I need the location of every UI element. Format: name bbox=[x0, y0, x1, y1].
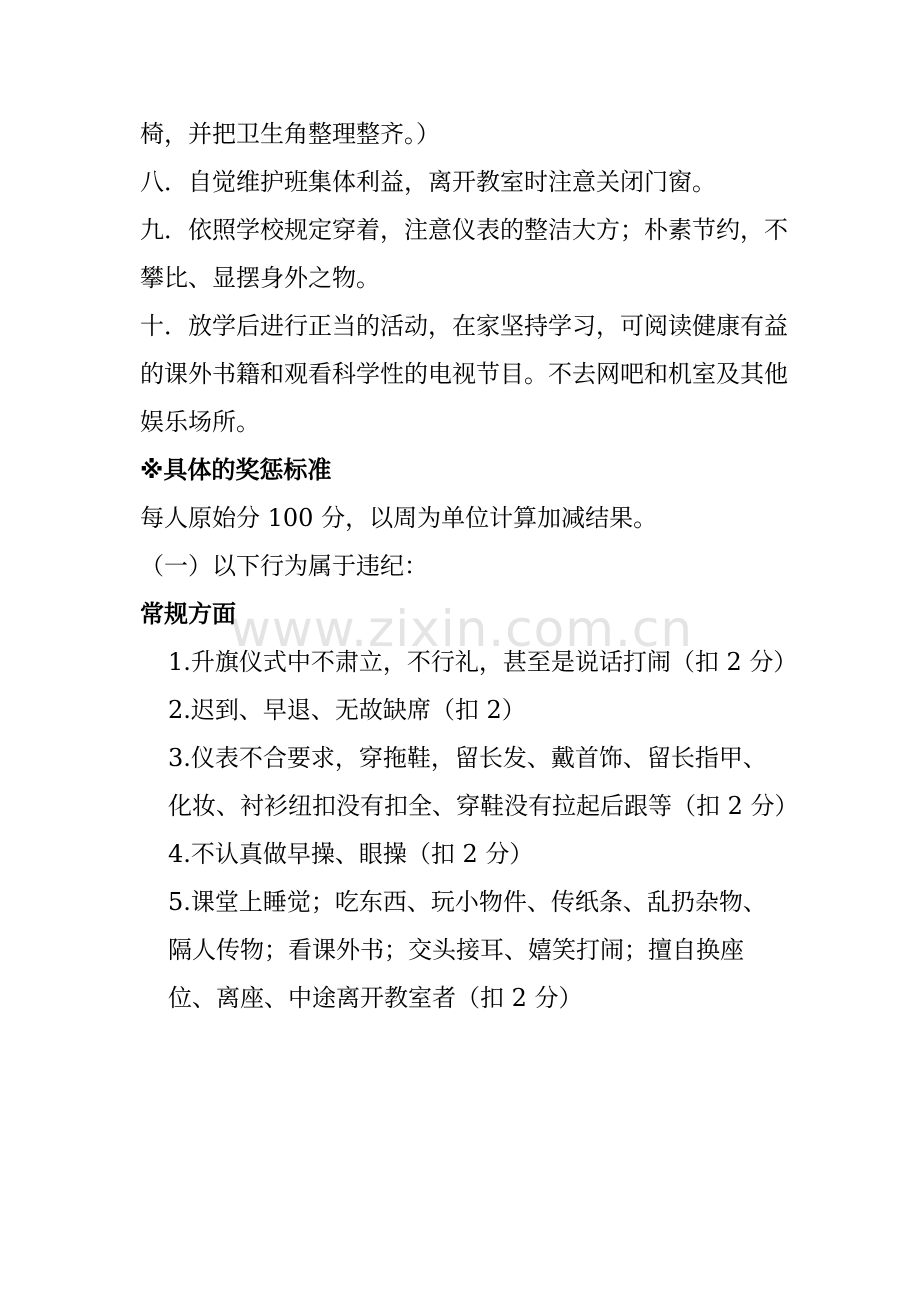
watermark: www.zixin.com.cn bbox=[230, 600, 694, 658]
violation-item-1: 1.升旗仪式中不肃立，不行礼，甚至是说话打闹（扣 2 分） bbox=[168, 648, 798, 676]
paragraph-continuation: 椅，并把卫生角整理整齐。） bbox=[140, 120, 440, 148]
violations-intro: （一）以下行为属于违纪： bbox=[140, 552, 428, 580]
rule-nine: 九．依照学校规定穿着，注意仪表的整洁大方；朴素节约，不攀比、显摆身外之物。 bbox=[140, 216, 788, 292]
violation-item-5: 5.课堂上睡觉；吃东西、玩小物件、传纸条、乱扔杂物、隔人传物；看课外书；交头接耳、嬉笑打闹；擅自换座位、离座、中途离开教室者（扣 2 分） bbox=[168, 888, 767, 1012]
scoring-intro: 每人原始分 100 分，以周为单位计算加减结果。 bbox=[140, 504, 658, 532]
section-heading-rewards-penalties: ※具体的奖惩标准 bbox=[140, 456, 332, 484]
rule-eight: 八．自觉维护班集体利益，离开教室时注意关闭门窗。 bbox=[140, 168, 716, 196]
section-heading-routine: 常规方面 bbox=[140, 600, 236, 628]
document-body bbox=[140, 110, 799, 1022]
violation-item-2: 2.迟到、早退、无故缺席（扣 2） bbox=[168, 696, 526, 724]
rule-ten: 十．放学后进行正当的活动，在家坚持学习，可阅读健康有益的课外书籍和观看科学性的电视节目。不去网吧和机室及其他娱乐场所。 bbox=[140, 312, 788, 436]
violation-item-3: 3.仪表不合要求，穿拖鞋，留长发、戴首饰、留长指甲、化妆、衬衫纽扣没有扣全、穿鞋没有拉起后跟等（扣 2 分） bbox=[168, 744, 799, 820]
violation-item-4: 4.不认真做早操、眼操（扣 2 分） bbox=[168, 840, 534, 868]
